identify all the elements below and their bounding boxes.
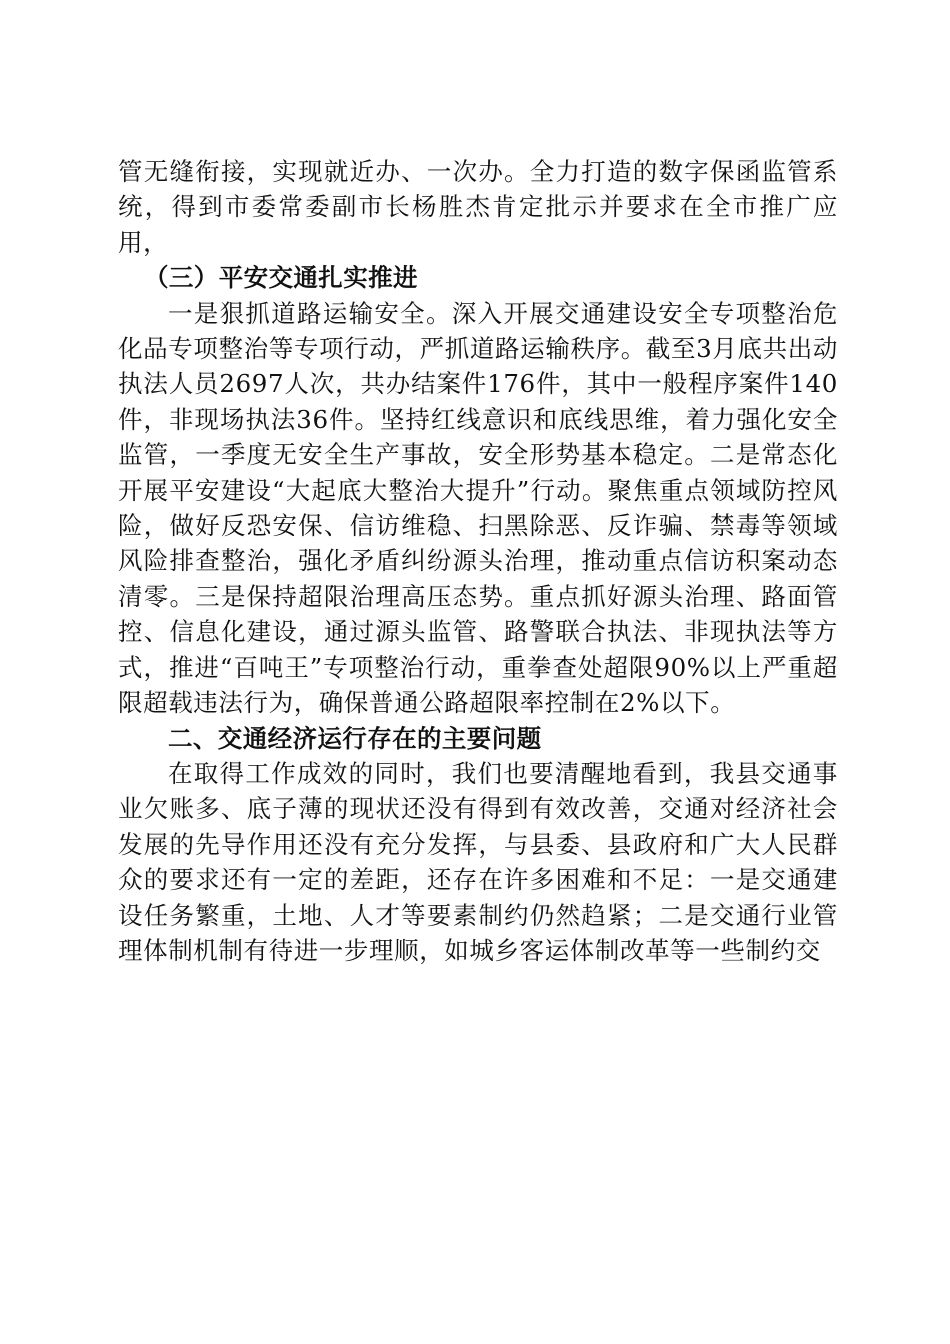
section-subheading-safe-transport: （三）平安交通扎实推进 xyxy=(144,263,418,293)
paragraph-safety-measures: 一是狠抓道路运输安全。深入开展交通建设安全专项整治危化品专项整治等专项行动，严抓道路运输秩序。截至3月底共出动执法人员2697人次，共办结案件176件，其中一般程序案件140件，非现场执法36件。坚持红线意识和底线思维，着力强化安全监管，一季度无安全生产事故，安全形势基本稳定。二是常态化开展平安建设“大起底大整治大提升”行动。聚焦重点领域防控风险，做好反恐安保、信访维稳、扫黑除恶、反诈骗、禁毒等领域风险排查整治，强化矛盾纠纷源头治理，推动重点信访积案动态清零。三是保持超限治理高压态势。重点抓好源头治理、路面管控、信息化建设，通过源头监管、路警联合执法、非现执法等方式，推进“百吨王”专项整治行动，重拳查处超限90%以上严重超限超载违法行为，确保普通公路超限率控制在2%以下。 xyxy=(118,298,838,718)
paragraph-problems: 在取得工作成效的同时，我们也要清醒地看到，我县交通事业欠账多、底子薄的现状还没有得到有效改善，交通对经济社会发展的先导作用还没有充分发挥，与县委、县政府和广大人民群众的要求还有一定的差距，还存在许多困难和不足：一是交通建设任务繁重，土地、人才等要素制约仍然趋紧；二是交通行业管理体制机制有待进一步理顺，如城乡客运体制改革等一些制约交 xyxy=(118,758,838,965)
paragraph-continuation: 管无缝衔接，实现就近办、一次办。全力打造的数字保函监管系统，得到市委常委副市长杨胜杰肯定批示并要求在全市推广应用， xyxy=(118,157,838,257)
document-body xyxy=(118,154,838,968)
section-heading-main-problems: 二、交通经济运行存在的主要问题 xyxy=(168,723,542,753)
